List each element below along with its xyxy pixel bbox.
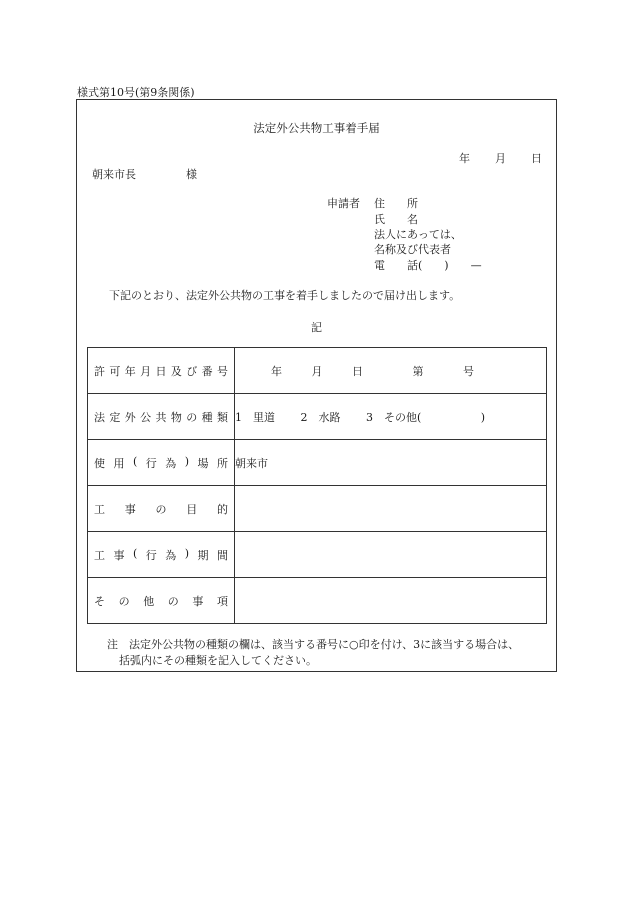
row-label-char: ) bbox=[184, 546, 190, 560]
row-label-char: 種 bbox=[201, 410, 213, 424]
row-label-char: 類 bbox=[217, 410, 228, 424]
row-label-char: 為 bbox=[165, 548, 177, 562]
row-label-char: 年 bbox=[124, 364, 136, 378]
row-label-char: 事 bbox=[192, 594, 204, 608]
row-label bbox=[88, 348, 235, 394]
form-frame bbox=[76, 99, 557, 672]
applicant-address: 住 所 bbox=[374, 197, 418, 210]
permit-dai: 第 bbox=[412, 364, 424, 378]
row-label-char: び bbox=[186, 364, 198, 378]
row-label-char: 使 bbox=[94, 456, 105, 470]
row-label-char: の bbox=[167, 594, 179, 608]
applicant-tel: 電 話( ) — bbox=[374, 259, 482, 272]
row-label-char: 定 bbox=[109, 410, 121, 424]
permit-go: 号 bbox=[463, 364, 474, 378]
row-label bbox=[88, 394, 235, 440]
row-label-char: の bbox=[186, 410, 198, 424]
row-label-char: 月 bbox=[140, 364, 152, 378]
recipient bbox=[92, 166, 197, 182]
form-title: 法定外公共物工事着手届 bbox=[253, 121, 380, 135]
row-label-char: ( bbox=[132, 454, 138, 468]
row-label-char: 可 bbox=[109, 364, 121, 378]
row-label-char: 外 bbox=[124, 410, 136, 424]
period-value[interactable] bbox=[235, 532, 547, 578]
row-label bbox=[88, 532, 235, 578]
note-line-1: 注 法定外公共物の種類の欄は、該当する番号に○印を付け、3に該当する場合は、 bbox=[107, 638, 520, 651]
row-label-char: ) bbox=[184, 454, 190, 468]
row-label-char: の bbox=[155, 502, 167, 516]
table-row bbox=[88, 532, 547, 578]
row-label-char: そ bbox=[94, 594, 105, 608]
note-line-2: 括弧内にその種類を記入してください。 bbox=[119, 654, 317, 667]
row-label-char: 法 bbox=[94, 410, 105, 424]
table-row bbox=[88, 440, 547, 486]
row-label-char: 行 bbox=[145, 548, 157, 562]
row-label-char: 号 bbox=[217, 364, 228, 378]
date-day: 日 bbox=[531, 152, 542, 165]
row-label-char: 事 bbox=[124, 502, 136, 516]
table-row bbox=[88, 486, 547, 532]
permit-month: 月 bbox=[311, 364, 323, 378]
row-label-char: 所 bbox=[216, 456, 228, 470]
table-row bbox=[88, 578, 547, 624]
type-option-1[interactable]: 1 里道 bbox=[235, 410, 275, 424]
details-table bbox=[87, 347, 547, 624]
date-year: 年 bbox=[459, 152, 470, 165]
row-label-char: 場 bbox=[197, 456, 209, 470]
location-value[interactable]: 朝来市 bbox=[235, 440, 547, 486]
recipient-name: 朝来市長 bbox=[92, 168, 136, 181]
type-option-3-close: ) bbox=[480, 410, 486, 424]
row-label-char: 日 bbox=[155, 364, 167, 378]
applicant-corp-note: 法人にあっては、 bbox=[374, 228, 462, 241]
row-label bbox=[88, 440, 235, 486]
row-label-char: 的 bbox=[217, 502, 228, 516]
row-label-char: 為 bbox=[165, 456, 177, 470]
date-month: 月 bbox=[495, 152, 506, 165]
table-row bbox=[88, 348, 547, 394]
permit-year: 年 bbox=[271, 364, 282, 378]
type-option-3[interactable]: 3 その他( bbox=[366, 410, 422, 424]
permit-day: 日 bbox=[352, 364, 363, 378]
row-label-char: 許 bbox=[94, 364, 105, 378]
applicant-corp-rep: 名称及び代表者 bbox=[374, 243, 451, 256]
purpose-value[interactable] bbox=[235, 486, 547, 532]
row-label-char: 間 bbox=[216, 548, 228, 562]
row-label-char: 共 bbox=[155, 410, 167, 424]
row-label bbox=[88, 486, 235, 532]
type-options[interactable] bbox=[235, 394, 547, 440]
statement-text: 下記のとおり、法定外公共物の工事を着手しましたので届け出します。 bbox=[109, 289, 461, 302]
applicant-name: 氏 名 bbox=[374, 213, 418, 226]
row-label-char: 行 bbox=[145, 456, 157, 470]
row-label bbox=[88, 578, 235, 624]
other-value[interactable] bbox=[235, 578, 547, 624]
row-label-char: 物 bbox=[170, 410, 182, 424]
type-option-2[interactable]: 2 水路 bbox=[300, 410, 341, 424]
row-label-char: 項 bbox=[216, 594, 228, 608]
row-label-char: 用 bbox=[113, 456, 125, 470]
permit-value[interactable] bbox=[235, 348, 547, 394]
row-label-char: 期 bbox=[197, 548, 209, 562]
row-label-char: ( bbox=[132, 546, 138, 560]
row-label-char: 事 bbox=[113, 548, 125, 562]
row-label-char: 工 bbox=[94, 502, 105, 516]
form-number-label: 様式第10号(第9条関係) bbox=[77, 86, 195, 99]
row-label-char: 番 bbox=[201, 364, 213, 378]
ki-heading: 記 bbox=[311, 321, 322, 334]
row-label-char: 目 bbox=[186, 502, 198, 516]
row-label-char: 他 bbox=[143, 594, 155, 608]
recipient-honorific: 様 bbox=[186, 168, 197, 181]
row-label-char: 公 bbox=[140, 410, 152, 424]
row-label-char: 工 bbox=[94, 548, 105, 562]
table-row bbox=[88, 394, 547, 440]
row-label-char: の bbox=[118, 594, 130, 608]
applicant-role: 申請者 bbox=[327, 197, 360, 210]
row-label-char: 及 bbox=[170, 364, 182, 378]
